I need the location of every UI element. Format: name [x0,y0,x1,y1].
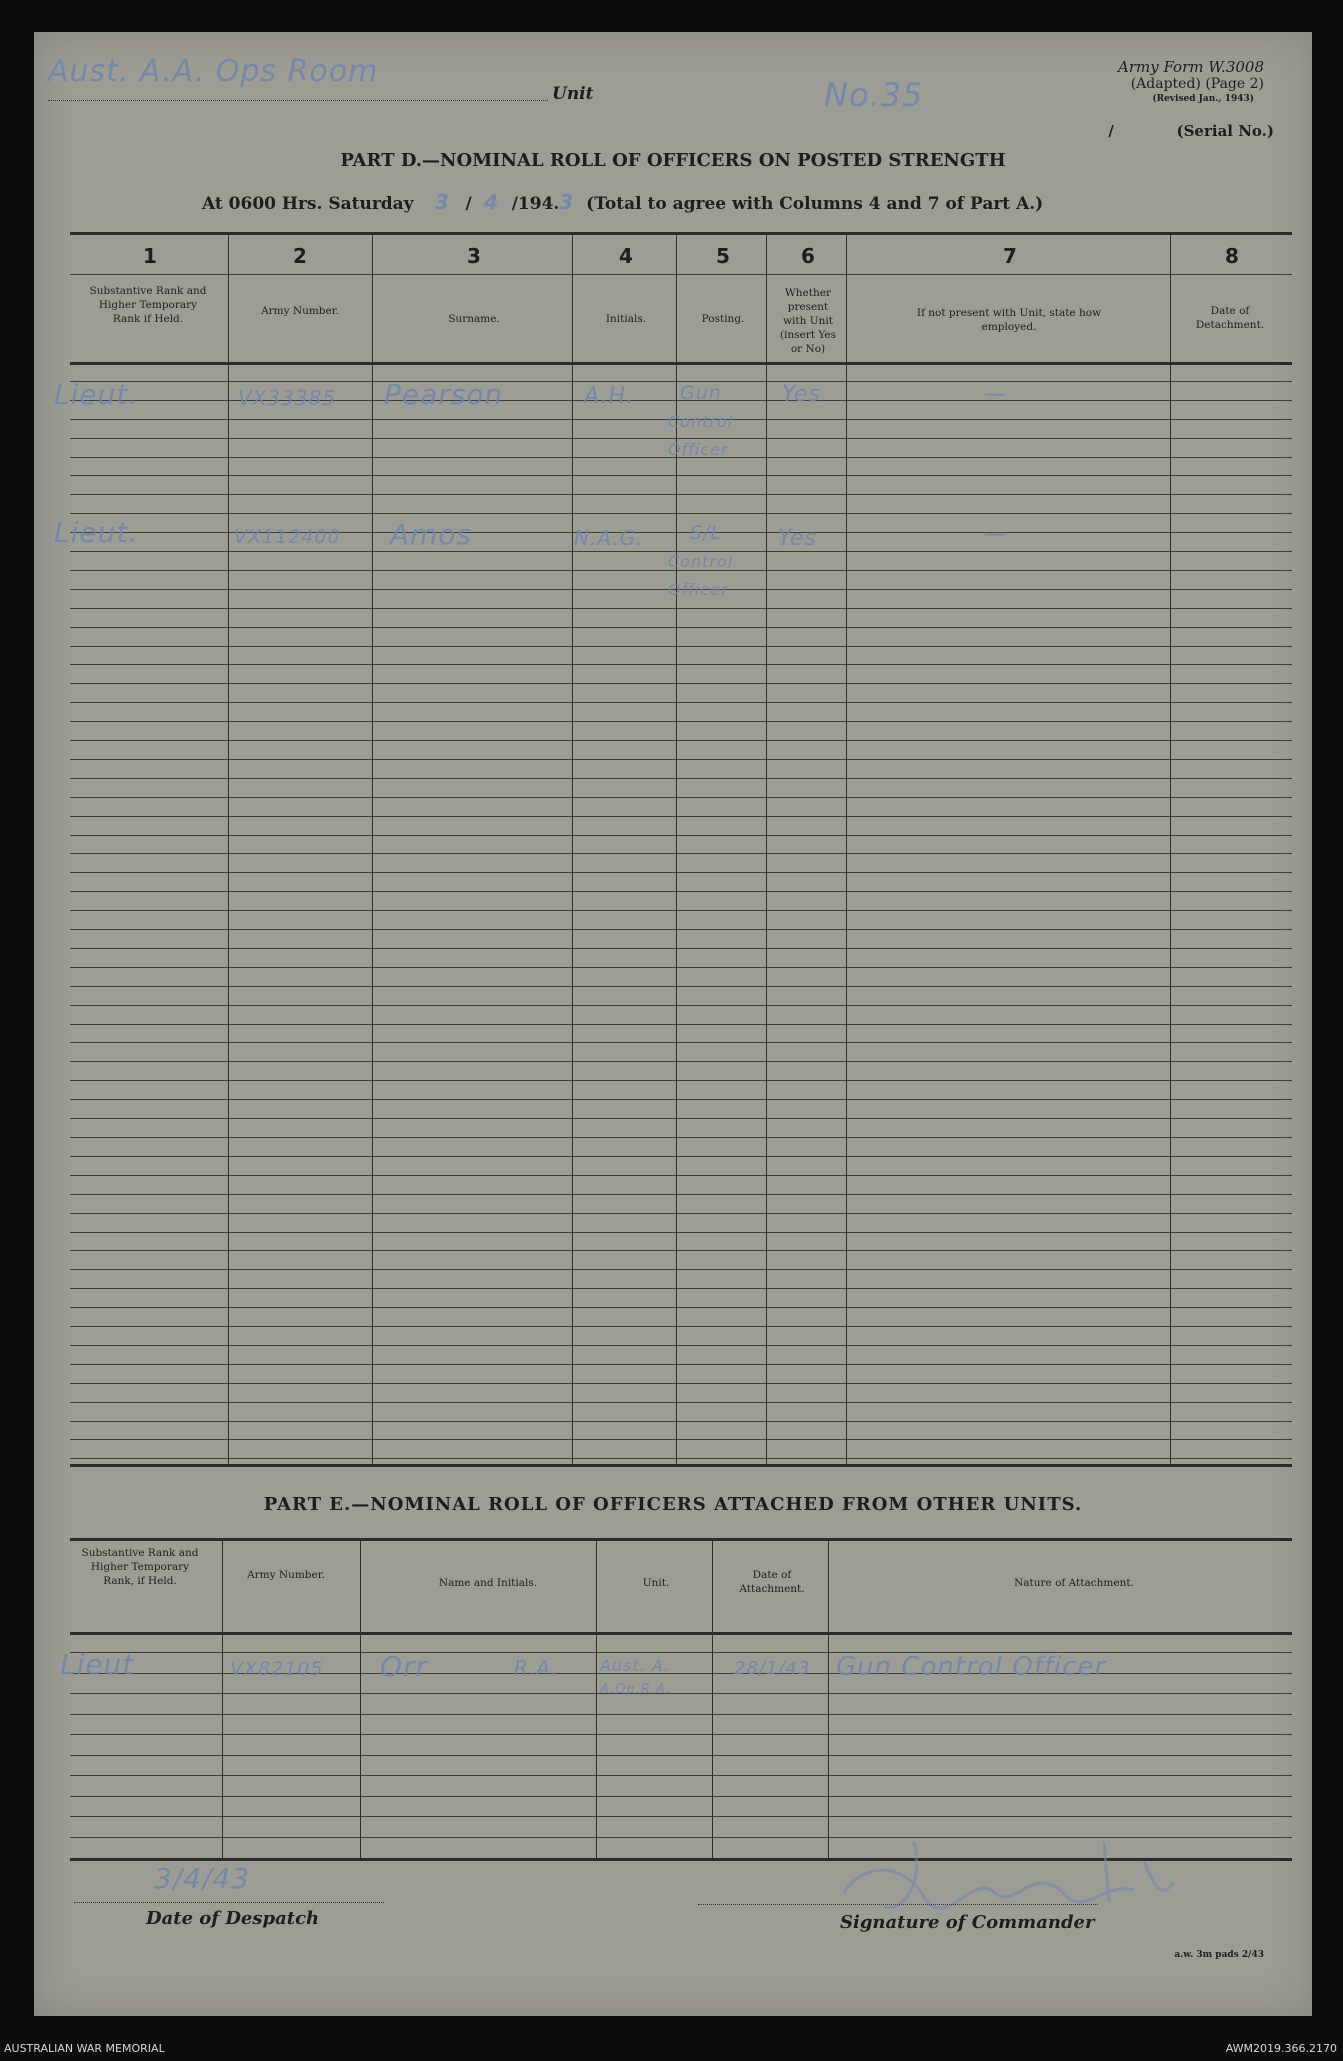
col-head-5: Posting. [701,313,745,325]
row2-initials: N.A.G. [574,526,644,550]
adapted-label: (Adapted) (Page 2) [1130,76,1264,92]
signature-underline [698,1904,1098,1905]
e-col-head-6: Nature of Attachment. [1014,1577,1134,1589]
ruled-line [70,1775,1292,1776]
col-head-8: Date of Detachment. [1195,305,1265,331]
row2-posting-2: Control [668,552,734,571]
date-day-handwritten: 3 [435,190,450,214]
form-page [34,32,1312,2016]
despatch-date-handwritten: 3/4/43 [154,1862,251,1895]
col-head-1: Substantive Rank and Higher Temporary Rank if Held. [89,285,207,325]
row1-posting-2: Control [668,412,734,431]
row2-posting-1: S/L [690,522,723,544]
unit-label: Unit [552,84,594,104]
date-separator: / [465,194,472,214]
col-head-3: Surname. [448,313,500,325]
e-col-divider-3 [596,1538,597,1858]
archive-id: AWM2019.366.2170 [1225,2042,1337,2055]
col-num-2: 2 [293,244,307,268]
print-code: a.w. 3m pads 2/43 [1174,1950,1264,1960]
ruled-line [70,1796,1292,1797]
col-head-2: Army Number. [261,305,339,317]
e-row1-initials: R.A. [514,1656,559,1680]
date-prefix: At 0600 Hrs. Saturday [202,194,414,214]
e-col-divider-4 [712,1538,713,1858]
row1-posting-3: Officer [668,440,729,459]
ruled-line [70,1734,1292,1735]
e-row1-unit-1: Aust. A. [600,1656,671,1675]
row2-employed: — [984,522,1007,547]
row1-army-number: VX33385 [238,386,337,410]
row2-surname: Amos [390,518,473,551]
e-row1-army-number: VX82105 [230,1658,324,1680]
e-col-head-4: Unit. [642,1577,670,1589]
col-num-7: 7 [1003,244,1017,268]
date-suffix: (Total to agree with Columns 4 and 7 of Part A.) [586,194,1044,214]
unit-name-handwritten: Aust. A.A. Ops Room [48,54,379,89]
row1-surname: Pearson [384,378,504,411]
e-row1-nature: Gun Control Officer [836,1652,1107,1682]
row1-present: Yes [782,382,822,407]
row1-rank: Lieut. [54,378,139,411]
archive-footer [0,2038,1343,2061]
e-row1-date: 28/1/43 [734,1658,811,1679]
serial-number-label: / (Serial No.) [1108,122,1274,140]
e-col-divider-1 [222,1538,223,1858]
date-year-digit-handwritten: 3 [559,190,575,214]
col-num-3: 3 [467,244,481,268]
e-row1-name: Orr [380,1650,429,1683]
e-row1-unit-2: A.Op.R.A. [600,1682,672,1697]
row1-initials: A.H. [584,384,634,409]
signature-label: Signature of Commander [840,1912,1095,1933]
row2-present: Yes [778,526,818,551]
part-e-table [34,32,1312,1932]
despatch-date-underline [74,1902,384,1903]
col-head-6: Whether present with Unit (insert Yes or No) [779,287,837,355]
col-num-8: 8 [1225,244,1239,268]
col-num-1: 1 [143,244,157,268]
row2-rank: Lieut. [54,516,139,549]
row2-posting-3: Officer [668,580,729,599]
revised-label: (Revised Jan., 1943) [1152,94,1254,104]
ruled-line [70,1755,1292,1756]
col-head-4: Initials. [605,313,647,325]
army-form-label: Army Form W.3008 [1118,58,1264,76]
part-d-title: PART D.—NOMINAL ROLL OF OFFICERS ON POSTED STRENGTH [340,150,1006,171]
e-col-divider-5 [828,1538,829,1858]
part-e-header-bottom-rule [70,1632,1292,1635]
date-month-handwritten: 4 [484,190,500,214]
date-year-prefix: /194. [511,194,560,214]
ruled-line [70,1816,1292,1817]
col-num-6: 6 [801,244,815,268]
part-e-top-rule [70,1538,1292,1541]
row1-employed: — [984,382,1007,407]
e-col-head-5: Date of Attachment. [739,1569,805,1595]
ruled-line [70,1693,1292,1694]
e-row1-rank: Lieut [60,1648,135,1681]
form-number-handwritten: No.35 [824,76,924,114]
ruled-line [70,1714,1292,1715]
e-col-head-1: Substantive Rank and Higher Temporary Rank, if Held. [81,1547,199,1587]
despatch-date-label: Date of Despatch [146,1908,320,1929]
col-num-4: 4 [619,244,633,268]
part-e-title: PART E.—NOMINAL ROLL OF OFFICERS ATTACHED FROM OTHER UNITS. [263,1494,1083,1515]
col-head-7: If not present with Unit, state how employed. [916,307,1102,333]
col-num-5: 5 [716,244,730,268]
e-col-head-3: Name and Initials. [438,1577,538,1589]
row2-army-number: VX112400 [234,526,341,548]
ruled-line [70,1652,1292,1653]
archive-name: AUSTRALIAN WAR MEMORIAL [4,2042,165,2055]
row1-posting-1: Gun [680,382,722,404]
e-col-divider-2 [360,1538,361,1858]
e-col-head-2: Army Number. [247,1569,325,1581]
